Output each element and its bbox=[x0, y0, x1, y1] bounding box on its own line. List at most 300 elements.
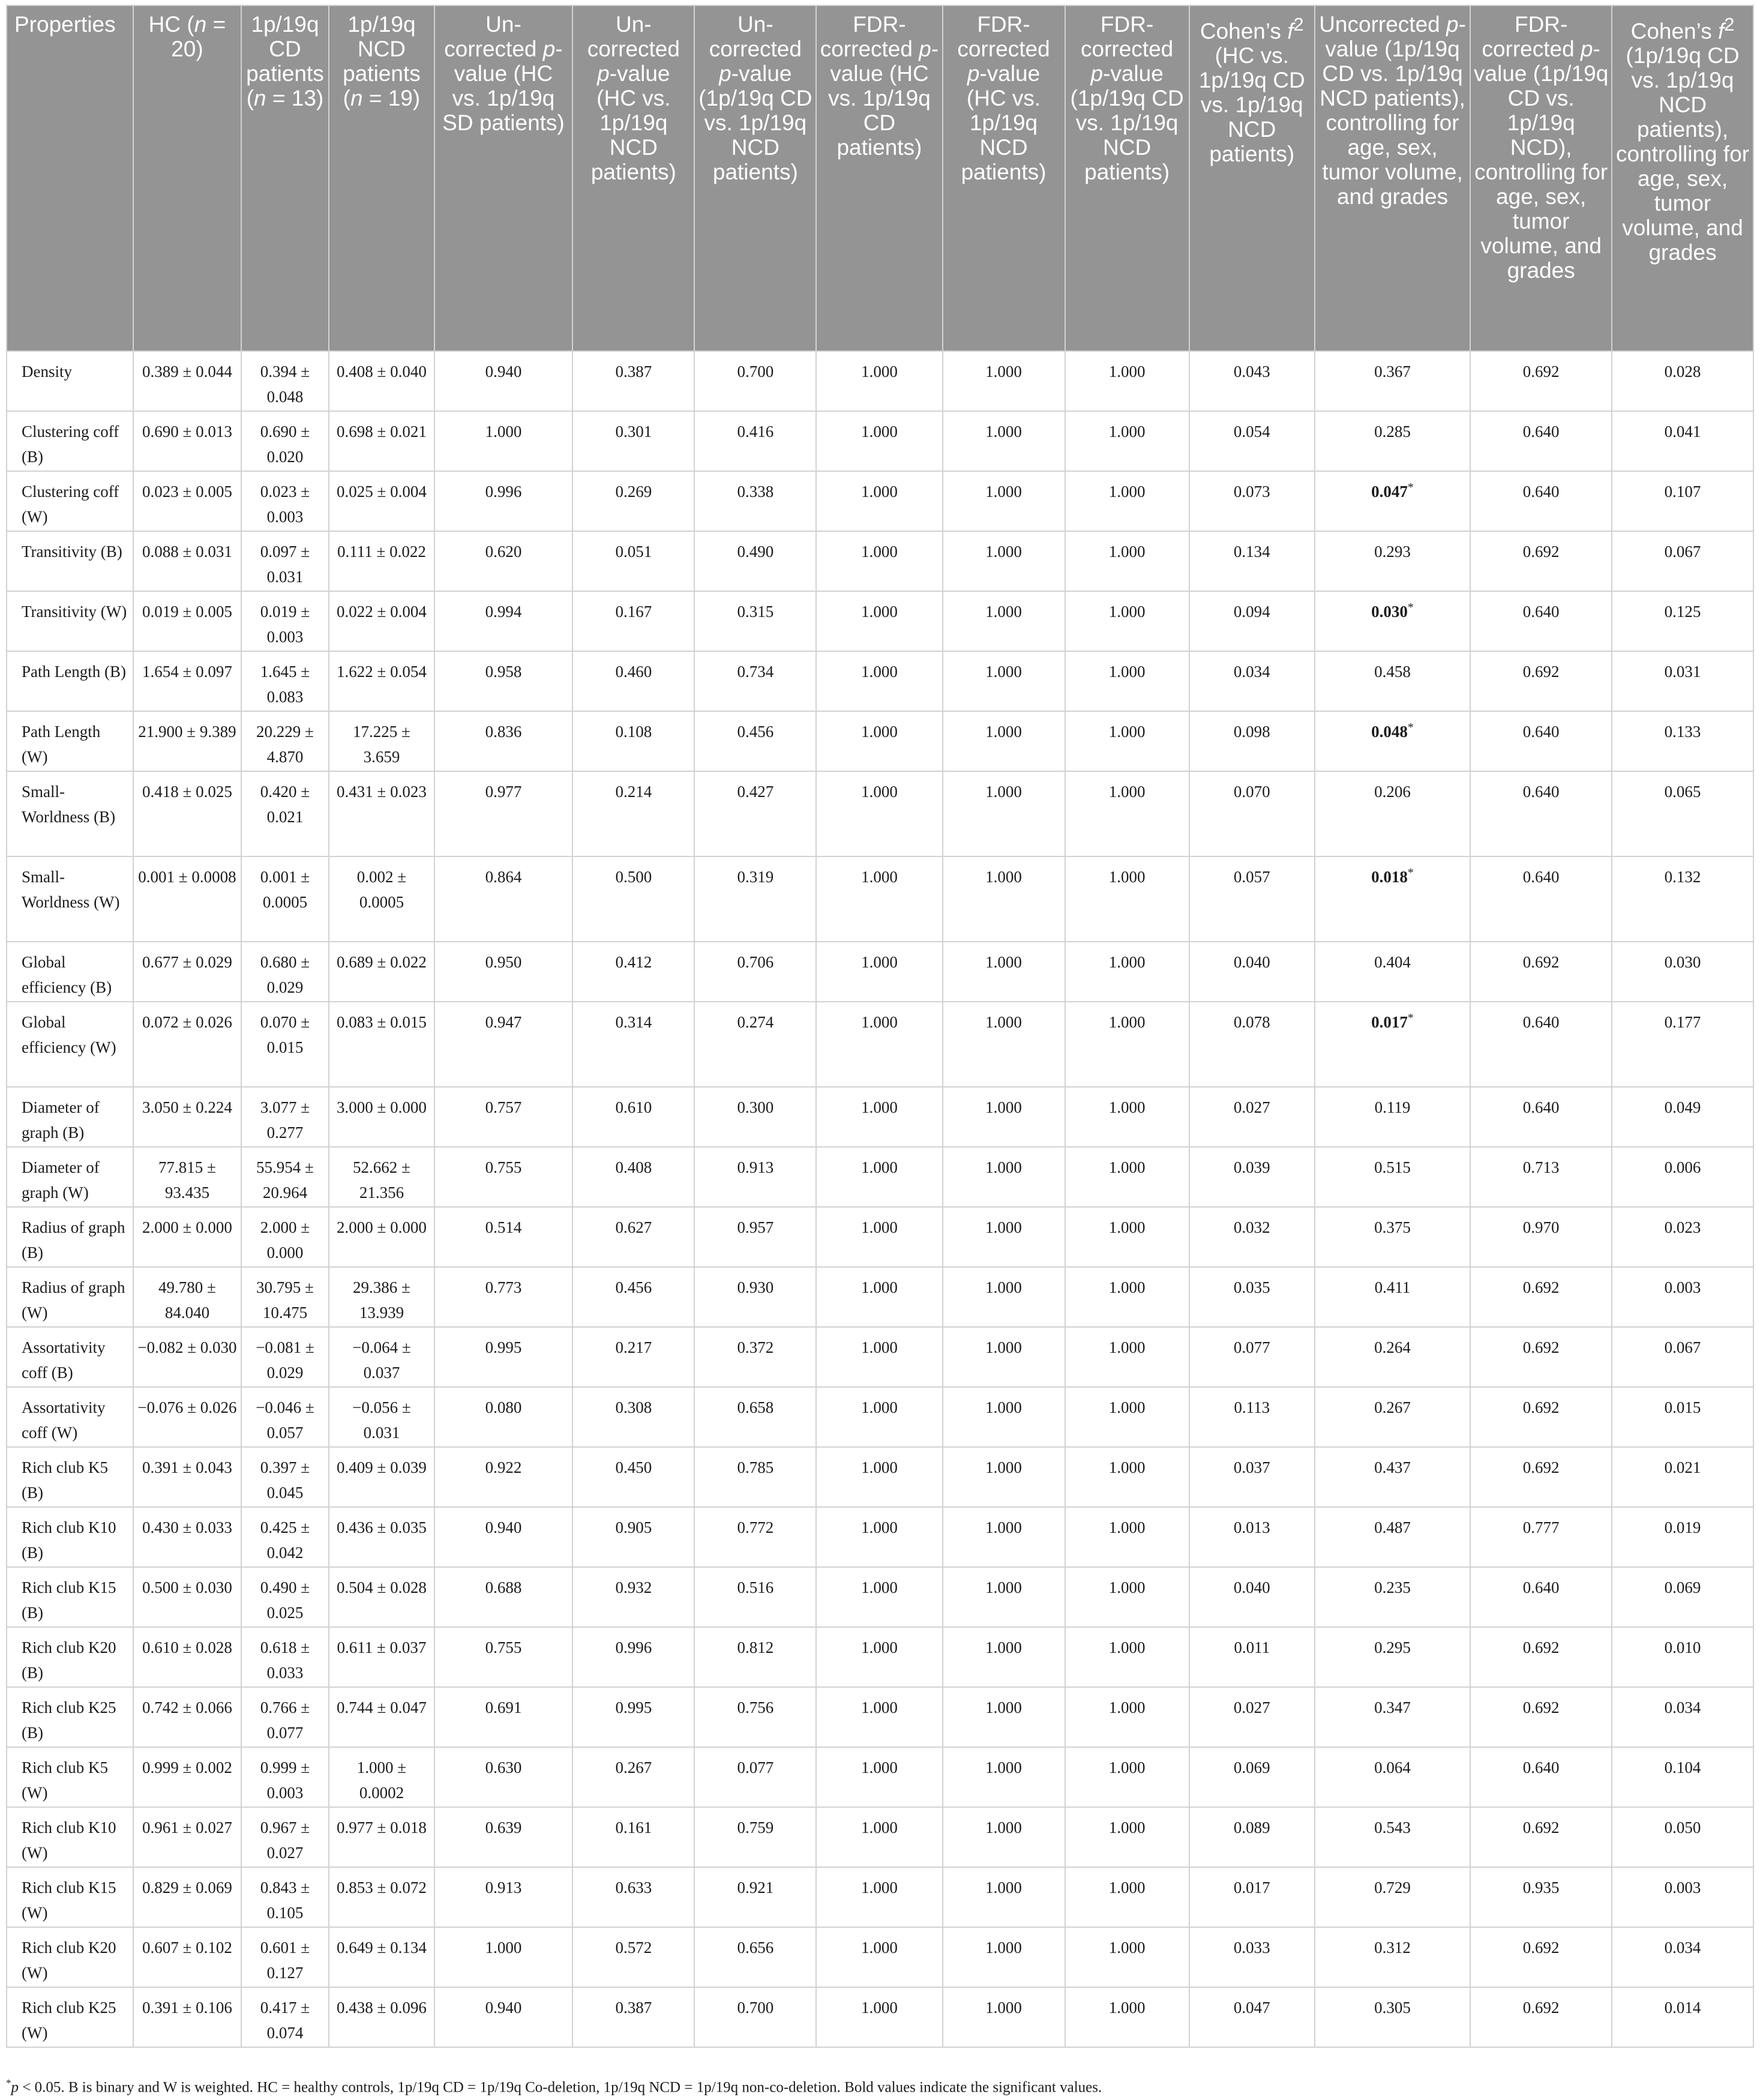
table-cell: 0.021 bbox=[1612, 1447, 1753, 1507]
table-cell: 1.000 bbox=[1065, 1747, 1189, 1807]
header-p-controlled: Uncorrected p-value (1p/19q CD vs. 1p/19q NCD patients), controlling for age, sex, tumor volume, and grades bbox=[1315, 5, 1470, 351]
table-cell: 0.947 bbox=[434, 1002, 573, 1087]
table-cell: 0.041 bbox=[1612, 411, 1753, 471]
table-cell: 1.000 bbox=[943, 411, 1065, 471]
table-cell: 0.030 bbox=[1612, 942, 1753, 1002]
table-cell: 1.000 bbox=[816, 856, 942, 942]
table-cell: 0.913 bbox=[694, 1147, 816, 1207]
table-cell: 0.069 bbox=[1189, 1747, 1315, 1807]
table-cell: 0.411 bbox=[1315, 1267, 1470, 1327]
row-label: Assortativity coff (B) bbox=[7, 1327, 133, 1387]
row-label: Radius of graph (W) bbox=[7, 1267, 133, 1327]
table-cell: 0.418 ± 0.025 bbox=[133, 771, 241, 856]
table-cell: 0.070 ± 0.015 bbox=[241, 1002, 329, 1087]
row-label: Rich club K20 (B) bbox=[7, 1627, 133, 1687]
table-cell: 1.000 bbox=[1065, 942, 1189, 1002]
table-cell: −0.082 ± 0.030 bbox=[133, 1327, 241, 1387]
header-p-hc-ncd: Un- corrected p-value (HC vs. 1p/19q NCD patients) bbox=[572, 5, 694, 351]
table-body bbox=[7, 351, 1753, 2047]
table-cell: 1.000 bbox=[1065, 1207, 1189, 1267]
row-label: Rich club K5 (B) bbox=[7, 1447, 133, 1507]
table-cell: 0.611 ± 0.037 bbox=[329, 1627, 434, 1687]
table-row bbox=[7, 711, 1753, 771]
table-cell: 0.014 bbox=[1612, 1987, 1753, 2047]
table-cell: 1.622 ± 0.054 bbox=[329, 651, 434, 711]
table-cell: 1.000 bbox=[1065, 1687, 1189, 1747]
table-cell: 0.034 bbox=[1189, 651, 1315, 711]
table-cell: 0.028 bbox=[1612, 351, 1753, 411]
table-cell: 1.000 bbox=[1065, 1147, 1189, 1207]
table-cell: 0.450 bbox=[572, 1447, 694, 1507]
table-cell: 29.386 ± 13.939 bbox=[329, 1267, 434, 1327]
table-cell: 0.610 bbox=[572, 1087, 694, 1147]
table-cell: 0.006 bbox=[1612, 1147, 1753, 1207]
table-cell: 1.000 bbox=[1065, 531, 1189, 591]
table-cell: 0.922 bbox=[434, 1447, 573, 1507]
table-cell: 0.019 bbox=[1612, 1507, 1753, 1567]
table-cell: 1.000 bbox=[816, 1507, 942, 1567]
table-cell: 0.864 bbox=[434, 856, 573, 942]
row-label: Rich club K10 (B) bbox=[7, 1507, 133, 1567]
table-cell: 1.000 bbox=[943, 351, 1065, 411]
table-cell: 0.027 bbox=[1189, 1087, 1315, 1147]
table-cell: 0.027 bbox=[1189, 1687, 1315, 1747]
table-cell: 0.387 bbox=[572, 351, 694, 411]
table-cell: 55.954 ± 20.964 bbox=[241, 1147, 329, 1207]
table-cell: 1.000 bbox=[1065, 1867, 1189, 1927]
table-cell: 0.083 ± 0.015 bbox=[329, 1002, 434, 1087]
table-cell: 0.961 ± 0.027 bbox=[133, 1807, 241, 1867]
table-cell: 0.785 bbox=[694, 1447, 816, 1507]
table-cell: 0.293 bbox=[1315, 531, 1470, 591]
table-cell: 0.999 ± 0.002 bbox=[133, 1747, 241, 1807]
header-cohens-f2-controlled: Cohen’s $f^2$ (1p/19q CD vs. 1p/19q NCD patients), controlling for age, sex, tumor volume, and grades bbox=[1612, 5, 1753, 351]
table-cell: 1.000 bbox=[1065, 856, 1189, 942]
table-cell: 1.000 bbox=[816, 591, 942, 651]
table-cell: 0.630 bbox=[434, 1747, 573, 1807]
table-cell: 1.000 bbox=[1065, 1002, 1189, 1087]
table-cell: 49.780 ± 84.040 bbox=[133, 1267, 241, 1327]
table-cell: 1.000 bbox=[816, 1207, 942, 1267]
header-cd: 1p/19q CD patients (n = 13) bbox=[241, 5, 329, 351]
table-cell: 0.921 bbox=[694, 1867, 816, 1927]
header-fdr-hc-ncd: FDR- corrected p-value (HC vs. 1p/19q NCD patients) bbox=[943, 5, 1065, 351]
table-cell: 1.000 bbox=[816, 771, 942, 856]
table-cell: 0.692 bbox=[1470, 942, 1612, 1002]
table-cell: 0.744 ± 0.047 bbox=[329, 1687, 434, 1747]
table-cell: 52.662 ± 21.356 bbox=[329, 1147, 434, 1207]
table-cell: 0.504 ± 0.028 bbox=[329, 1567, 434, 1627]
table-cell: 0.690 ± 0.013 bbox=[133, 411, 241, 471]
table-cell: 1.000 bbox=[943, 1207, 1065, 1267]
table-cell: 0.843 ± 0.105 bbox=[241, 1867, 329, 1927]
table-cell: 1.000 bbox=[1065, 1807, 1189, 1867]
significant-cell: 0.030* bbox=[1315, 591, 1470, 651]
table-cell: 0.023 bbox=[1612, 1207, 1753, 1267]
table-cell: 1.000 bbox=[943, 711, 1065, 771]
table-cell: 0.572 bbox=[572, 1927, 694, 1987]
table-row bbox=[7, 1747, 1753, 1807]
header-hc: HC (n = 20) bbox=[133, 5, 241, 351]
table-cell: 0.394 ± 0.048 bbox=[241, 351, 329, 411]
table-cell: 0.836 bbox=[434, 711, 573, 771]
table-cell: 1.000 bbox=[816, 651, 942, 711]
table-cell: 1.000 bbox=[943, 1687, 1065, 1747]
table-cell: 0.397 ± 0.045 bbox=[241, 1447, 329, 1507]
table-cell: 0.107 bbox=[1612, 471, 1753, 531]
table-cell: 0.436 ± 0.035 bbox=[329, 1507, 434, 1567]
table-cell: 0.640 bbox=[1470, 1747, 1612, 1807]
table-cell: −0.081 ± 0.029 bbox=[241, 1327, 329, 1387]
table-cell: 0.391 ± 0.106 bbox=[133, 1987, 241, 2047]
row-label: Small-Worldness (W) bbox=[7, 856, 133, 942]
table-cell: 0.437 bbox=[1315, 1447, 1470, 1507]
table-cell: 0.013 bbox=[1189, 1507, 1315, 1567]
table-cell: 0.734 bbox=[694, 651, 816, 711]
table-cell: 1.000 bbox=[943, 1327, 1065, 1387]
table-cell: 0.035 bbox=[1189, 1267, 1315, 1327]
table-cell: 0.389 ± 0.044 bbox=[133, 351, 241, 411]
table-cell: 0.367 bbox=[1315, 351, 1470, 411]
table-row bbox=[7, 1207, 1753, 1267]
table-cell: 0.274 bbox=[694, 1002, 816, 1087]
table-cell: 0.001 ± 0.0005 bbox=[241, 856, 329, 942]
header-fdr-controlled: FDR- corrected p-value (1p/19q CD vs. 1p/19q NCD), controlling for age, sex, tumor volume, and grades bbox=[1470, 5, 1612, 351]
table-cell: 17.225 ± 3.659 bbox=[329, 711, 434, 771]
table-cell: −0.056 ± 0.031 bbox=[329, 1387, 434, 1447]
table-cell: 0.314 bbox=[572, 1002, 694, 1087]
table-cell: 1.000 bbox=[943, 1002, 1065, 1087]
table-cell: 0.692 bbox=[1470, 1687, 1612, 1747]
table-cell: 0.077 bbox=[1189, 1327, 1315, 1387]
table-cell: 1.645 ± 0.083 bbox=[241, 651, 329, 711]
table-cell: 0.177 bbox=[1612, 1002, 1753, 1087]
table-cell: 0.692 bbox=[1470, 1387, 1612, 1447]
table-cell: 0.420 ± 0.021 bbox=[241, 771, 329, 856]
table-cell: 0.040 bbox=[1189, 942, 1315, 1002]
table-row bbox=[7, 531, 1753, 591]
table-cell: 0.755 bbox=[434, 1627, 573, 1687]
table-cell: 0.967 ± 0.027 bbox=[241, 1807, 329, 1867]
table-cell: 0.206 bbox=[1315, 771, 1470, 856]
table-cell: 1.000 bbox=[816, 1327, 942, 1387]
table-cell: 1.000 bbox=[816, 531, 942, 591]
header-fdr-hc-cd: FDR- corrected p-value (HC vs. 1p/19q CD patients) bbox=[816, 5, 942, 351]
table-row bbox=[7, 856, 1753, 942]
table-cell: 0.698 ± 0.021 bbox=[329, 411, 434, 471]
row-label: Rich club K25 (W) bbox=[7, 1987, 133, 2047]
row-label: Rich club K20 (W) bbox=[7, 1927, 133, 1987]
table-cell: −0.064 ± 0.037 bbox=[329, 1327, 434, 1387]
table-cell: 1.000 bbox=[1065, 1447, 1189, 1507]
table-cell: 0.812 bbox=[694, 1627, 816, 1687]
table-cell: 0.677 ± 0.029 bbox=[133, 942, 241, 1002]
table-cell: 0.077 bbox=[694, 1747, 816, 1807]
table-cell: 0.456 bbox=[694, 711, 816, 771]
table-row bbox=[7, 411, 1753, 471]
table-cell: 0.640 bbox=[1470, 856, 1612, 942]
table-cell: 0.267 bbox=[1315, 1387, 1470, 1447]
table-cell: 77.815 ± 93.435 bbox=[133, 1147, 241, 1207]
table-cell: 1.000 ± 0.0002 bbox=[329, 1747, 434, 1807]
table-cell: 0.690 ± 0.020 bbox=[241, 411, 329, 471]
table-cell: 1.000 bbox=[943, 1087, 1065, 1147]
table-cell: 1.000 bbox=[943, 1867, 1065, 1927]
table-cell: 0.111 ± 0.022 bbox=[329, 531, 434, 591]
table-cell: 1.000 bbox=[816, 1627, 942, 1687]
table-cell: 0.315 bbox=[694, 591, 816, 651]
table-cell: 0.078 bbox=[1189, 1002, 1315, 1087]
table-cell: 1.000 bbox=[434, 411, 573, 471]
table-cell: 1.000 bbox=[943, 771, 1065, 856]
table-cell: 0.995 bbox=[572, 1687, 694, 1747]
table-cell: 0.755 bbox=[434, 1147, 573, 1207]
table-cell: 0.072 ± 0.026 bbox=[133, 1002, 241, 1087]
table-cell: 0.301 bbox=[572, 411, 694, 471]
table-cell: 1.000 bbox=[1065, 1567, 1189, 1627]
table-cell: 0.773 bbox=[434, 1267, 573, 1327]
table-cell: 0.025 ± 0.004 bbox=[329, 471, 434, 531]
table-cell: 0.416 bbox=[694, 411, 816, 471]
table-cell: 0.104 bbox=[1612, 1747, 1753, 1807]
table-cell: 0.132 bbox=[1612, 856, 1753, 942]
table-cell: 1.000 bbox=[816, 1387, 942, 1447]
table-cell: 0.080 bbox=[434, 1387, 573, 1447]
table-cell: 0.688 bbox=[434, 1567, 573, 1627]
table-cell: 1.000 bbox=[816, 351, 942, 411]
table-row bbox=[7, 1507, 1753, 1567]
table-row bbox=[7, 771, 1753, 856]
row-label: Path Length (W) bbox=[7, 711, 133, 771]
table-cell: 0.412 bbox=[572, 942, 694, 1002]
table-cell: 0.692 bbox=[1470, 651, 1612, 711]
table-cell: 0.691 bbox=[434, 1687, 573, 1747]
table-cell: 1.000 bbox=[816, 471, 942, 531]
table-cell: 0.680 ± 0.029 bbox=[241, 942, 329, 1002]
table-cell: 0.023 ± 0.005 bbox=[133, 471, 241, 531]
table-cell: 0.640 bbox=[1470, 1087, 1612, 1147]
table-cell: 0.161 bbox=[572, 1807, 694, 1867]
table-cell: 1.000 bbox=[943, 1747, 1065, 1807]
table-cell: 1.000 bbox=[1065, 591, 1189, 651]
table-cell: 1.000 bbox=[816, 1567, 942, 1627]
table-cell: 1.000 bbox=[816, 411, 942, 471]
table-cell: 0.391 ± 0.043 bbox=[133, 1447, 241, 1507]
table-row bbox=[7, 942, 1753, 1002]
table-cell: 1.000 bbox=[816, 1867, 942, 1927]
table-cell: 0.543 bbox=[1315, 1807, 1470, 1867]
table-cell: 1.000 bbox=[816, 1087, 942, 1147]
table-cell: 1.000 bbox=[1065, 711, 1189, 771]
table-cell: 0.019 ± 0.005 bbox=[133, 591, 241, 651]
table-cell: 1.000 bbox=[1065, 651, 1189, 711]
table-cell: 0.692 bbox=[1470, 351, 1612, 411]
table-cell: 0.633 bbox=[572, 1867, 694, 1927]
table-cell: 1.000 bbox=[1065, 1627, 1189, 1687]
table-row bbox=[7, 471, 1753, 531]
table-cell: 1.000 bbox=[1065, 1087, 1189, 1147]
table-cell: 0.649 ± 0.134 bbox=[329, 1927, 434, 1987]
row-label: Diameter of graph (W) bbox=[7, 1147, 133, 1207]
table-cell: 2.000 ± 0.000 bbox=[133, 1207, 241, 1267]
table-cell: 0.905 bbox=[572, 1507, 694, 1567]
table-cell: 0.050 bbox=[1612, 1807, 1753, 1867]
table-row bbox=[7, 1987, 1753, 2047]
table-cell: −0.076 ± 0.026 bbox=[133, 1387, 241, 1447]
table-cell: 1.654 ± 0.097 bbox=[133, 651, 241, 711]
header-p-hc-sd: Un- corrected p-value (HC vs. 1p/19q SD patients) bbox=[434, 5, 573, 351]
table-cell: 2.000 ± 0.000 bbox=[241, 1207, 329, 1267]
table-cell: 0.692 bbox=[1470, 1807, 1612, 1867]
table-cell: 1.000 bbox=[943, 1987, 1065, 2047]
header-ncd: 1p/19q NCD patients (n = 19) bbox=[329, 5, 434, 351]
table-cell: 1.000 bbox=[816, 1987, 942, 2047]
table-cell: 0.098 bbox=[1189, 711, 1315, 771]
header-cohens-f2: Cohen’s $f^2$ (HC vs. 1p/19q CD vs. 1p/19q NCD patients) bbox=[1189, 5, 1315, 351]
table-row bbox=[7, 1147, 1753, 1207]
table-cell: 0.620 bbox=[434, 531, 573, 591]
row-label: Rich club K10 (W) bbox=[7, 1807, 133, 1867]
table-cell: 0.032 bbox=[1189, 1207, 1315, 1267]
significant-cell: 0.017* bbox=[1315, 1002, 1470, 1087]
table-cell: 0.692 bbox=[1470, 1927, 1612, 1987]
table-cell: 0.214 bbox=[572, 771, 694, 856]
table-row bbox=[7, 651, 1753, 711]
table-cell: 0.409 ± 0.039 bbox=[329, 1447, 434, 1507]
table-cell: 0.940 bbox=[434, 1987, 573, 2047]
table-cell: 0.002 ± 0.0005 bbox=[329, 856, 434, 942]
significant-cell: 0.048* bbox=[1315, 711, 1470, 771]
table-cell: 1.000 bbox=[1065, 1987, 1189, 2047]
table-cell: 0.935 bbox=[1470, 1867, 1612, 1927]
table-cell: 0.639 bbox=[434, 1807, 573, 1867]
table-cell: 0.487 bbox=[1315, 1507, 1470, 1567]
row-label: Density bbox=[7, 351, 133, 411]
table-cell: 3.000 ± 0.000 bbox=[329, 1087, 434, 1147]
table-cell: 1.000 bbox=[816, 1807, 942, 1867]
table-cell: 0.338 bbox=[694, 471, 816, 531]
table-cell: 0.057 bbox=[1189, 856, 1315, 942]
table-cell: 0.658 bbox=[694, 1387, 816, 1447]
row-label: Path Length (B) bbox=[7, 651, 133, 711]
table-cell: 0.033 bbox=[1189, 1927, 1315, 1987]
table-cell: 0.023 ± 0.003 bbox=[241, 471, 329, 531]
table-cell: 1.000 bbox=[816, 1002, 942, 1087]
table-cell: 0.065 bbox=[1612, 771, 1753, 856]
table-cell: 1.000 bbox=[1065, 1387, 1189, 1447]
table-cell: 0.994 bbox=[434, 591, 573, 651]
table-cell: 0.460 bbox=[572, 651, 694, 711]
table-cell: 1.000 bbox=[1065, 1327, 1189, 1387]
row-label: Diameter of graph (B) bbox=[7, 1087, 133, 1147]
table-cell: 0.829 ± 0.069 bbox=[133, 1867, 241, 1927]
table-row bbox=[7, 1627, 1753, 1687]
row-label: Assortativity coff (W) bbox=[7, 1387, 133, 1447]
table-cell: 0.656 bbox=[694, 1927, 816, 1987]
table-cell: 0.073 bbox=[1189, 471, 1315, 531]
table-cell: 0.759 bbox=[694, 1807, 816, 1867]
row-label: Global efficiency (W) bbox=[7, 1002, 133, 1087]
table-cell: 0.640 bbox=[1470, 1567, 1612, 1627]
table-cell: 1.000 bbox=[943, 591, 1065, 651]
table-cell: 1.000 bbox=[943, 1507, 1065, 1567]
header-p-cd-ncd: Un- corrected p-value (1p/19q CD vs. 1p/19q NCD patients) bbox=[694, 5, 816, 351]
table-cell: 0.438 ± 0.096 bbox=[329, 1987, 434, 2047]
table-cell: 0.706 bbox=[694, 942, 816, 1002]
table-cell: 0.088 ± 0.031 bbox=[133, 531, 241, 591]
table-cell: 0.347 bbox=[1315, 1687, 1470, 1747]
table-cell: 1.000 bbox=[943, 1567, 1065, 1627]
table-cell: 0.319 bbox=[694, 856, 816, 942]
table-cell: 0.133 bbox=[1612, 711, 1753, 771]
table-cell: 0.766 ± 0.077 bbox=[241, 1687, 329, 1747]
row-label: Rich club K25 (B) bbox=[7, 1687, 133, 1747]
table-cell: 0.070 bbox=[1189, 771, 1315, 856]
table-cell: 0.067 bbox=[1612, 1327, 1753, 1387]
table-cell: 0.996 bbox=[572, 1627, 694, 1687]
table-cell: 2.000 ± 0.000 bbox=[329, 1207, 434, 1267]
table-cell: 0.269 bbox=[572, 471, 694, 531]
table-row bbox=[7, 1447, 1753, 1507]
table-cell: 0.456 bbox=[572, 1267, 694, 1327]
table-cell: 1.000 bbox=[1065, 771, 1189, 856]
table-cell: 0.940 bbox=[434, 1507, 573, 1567]
table-cell: 0.490 bbox=[694, 531, 816, 591]
table-cell: 0.037 bbox=[1189, 1447, 1315, 1507]
table-cell: 0.113 bbox=[1189, 1387, 1315, 1447]
table-row bbox=[7, 351, 1753, 411]
table-cell: 1.000 bbox=[943, 471, 1065, 531]
table-cell: 0.514 bbox=[434, 1207, 573, 1267]
table-cell: 1.000 bbox=[434, 1927, 573, 1987]
table-cell: 0.051 bbox=[572, 531, 694, 591]
table-cell: 0.375 bbox=[1315, 1207, 1470, 1267]
header-fdr-cd-ncd: FDR- corrected p-value (1p/19q CD vs. 1p/19q NCD patients) bbox=[1065, 5, 1189, 351]
table-cell: 0.003 bbox=[1612, 1267, 1753, 1327]
table-cell: 0.700 bbox=[694, 1987, 816, 2047]
table-cell: 0.692 bbox=[1470, 1327, 1612, 1387]
table-cell: 0.097 ± 0.031 bbox=[241, 531, 329, 591]
table-cell: 0.125 bbox=[1612, 591, 1753, 651]
table-cell: 0.034 bbox=[1612, 1927, 1753, 1987]
table-cell: 0.777 bbox=[1470, 1507, 1612, 1567]
table-cell: 0.295 bbox=[1315, 1627, 1470, 1687]
table-cell: 0.431 ± 0.023 bbox=[329, 771, 434, 856]
table-cell: 1.000 bbox=[816, 1747, 942, 1807]
table-cell: 0.601 ± 0.127 bbox=[241, 1927, 329, 1987]
table-cell: 1.000 bbox=[816, 942, 942, 1002]
table-cell: 0.001 ± 0.0008 bbox=[133, 856, 241, 942]
row-label: Rich club K5 (W) bbox=[7, 1747, 133, 1807]
table-cell: 0.264 bbox=[1315, 1327, 1470, 1387]
table-cell: 0.064 bbox=[1315, 1747, 1470, 1807]
table-cell: 0.640 bbox=[1470, 1002, 1612, 1087]
table-cell: 0.043 bbox=[1189, 351, 1315, 411]
table-cell: 0.285 bbox=[1315, 411, 1470, 471]
table-cell: 0.425 ± 0.042 bbox=[241, 1507, 329, 1567]
table-cell: 0.404 bbox=[1315, 942, 1470, 1002]
table-cell: 0.022 ± 0.004 bbox=[329, 591, 434, 651]
significant-cell: 0.018* bbox=[1315, 856, 1470, 942]
table-row bbox=[7, 1087, 1753, 1147]
table-cell: 0.977 bbox=[434, 771, 573, 856]
table-cell: 1.000 bbox=[1065, 411, 1189, 471]
table-cell: 30.795 ± 10.475 bbox=[241, 1267, 329, 1327]
table-cell: 1.000 bbox=[816, 1927, 942, 1987]
table-cell: 1.000 bbox=[816, 1267, 942, 1327]
table-cell: 1.000 bbox=[943, 942, 1065, 1002]
table-cell: 0.772 bbox=[694, 1507, 816, 1567]
